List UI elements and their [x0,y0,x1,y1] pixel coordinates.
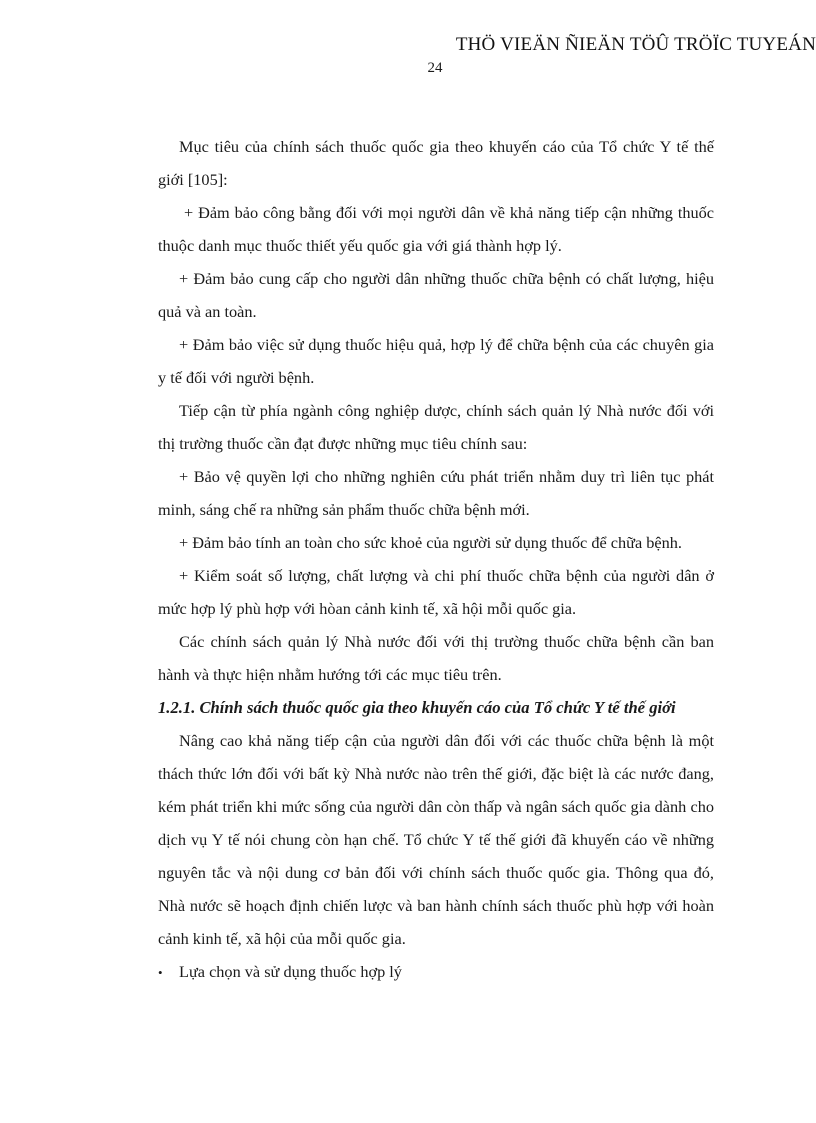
paragraph-goal-1: + Đảm bảo công bằng đối với mọi người dân về khả năng tiếp cận những thuốc thuộc danh mục thuốc thiết yếu quốc gia với giá thành hợp lý. [158,203,714,255]
paragraph-industry-goal-2: + Đảm bảo tính an toàn cho sức khoẻ của người sử dụng thuốc để chữa bệnh. [179,533,682,552]
paragraph-section-body: Nâng cao khả năng tiếp cận của người dân đối với các thuốc chữa bệnh là một thách thức lớn đối với bất kỳ Nhà nước nào trên thế giới, đặc biệt là các nước đang, kém phát triển khi mức sống của người dân còn thấp và ngân sách quốc gia dành cho dịch vụ Y tế nói chung còn hạn chế. Tổ chức Y tế thế giới đã khuyến cáo về những nguyên tắc và nội dung cơ bản đối với chính sách thuốc quốc gia. Thông qua đó, Nhà nước sẽ hoạch định chiến lược và ban hành chính sách thuốc phù hợp với hoàn cảnh kinh tế, xã hội của mỗi quốc gia. [158,731,714,948]
bullet-text: Lựa chọn và sử dụng thuốc hợp lý [179,962,402,981]
paragraph-conclusion: Các chính sách quản lý Nhà nước đối với thị trường thuốc chữa bệnh cần ban hành và thực hiện nhằm hướng tới các mục tiêu trên. [158,632,714,684]
paragraph-intro: Mục tiêu của chính sách thuốc quốc gia theo khuyến cáo của Tổ chức Y tế thế giới [105]: [158,137,714,189]
document-body [158,130,714,989]
page-number: 24 [427,60,443,76]
paragraph-industry-approach: Tiếp cận từ phía ngành công nghiệp dược, chính sách quản lý Nhà nước đối với thị trường thuốc cần đạt được những mục tiêu chính sau: [158,401,714,453]
section-heading: 1.2.1. Chính sách thuốc quốc gia theo khuyến cáo của Tổ chức Y tế thế giới [158,698,676,717]
paragraph-goal-3: + Đảm bảo việc sử dụng thuốc hiệu quả, hợp lý để chữa bệnh của các chuyên gia y tế đối với người bệnh. [158,335,714,387]
bullet-list-item [158,955,714,989]
bullet-icon: • [158,965,163,980]
paragraph-goal-2: + Đảm bảo cung cấp cho người dân những thuốc chữa bệnh có chất lượng, hiệu quả và an toàn. [158,269,714,321]
paragraph-industry-goal-3: + Kiểm soát số lượng, chất lượng và chi phí thuốc chữa bệnh của người dân ở mức hợp lý phù hợp với hòan cảnh kinh tế, xã hội mỗi quốc gia. [158,566,714,618]
library-header: THÖ VIEÄN ÑIEÄN TÖÛ TRÖÏC TUYEÁN [455,34,816,55]
paragraph-industry-goal-1: + Bảo vệ quyền lợi cho những nghiên cứu phát triển nhằm duy trì liên tục phát minh, sáng chế ra những sản phẩm thuốc chữa bệnh mới. [158,467,714,519]
